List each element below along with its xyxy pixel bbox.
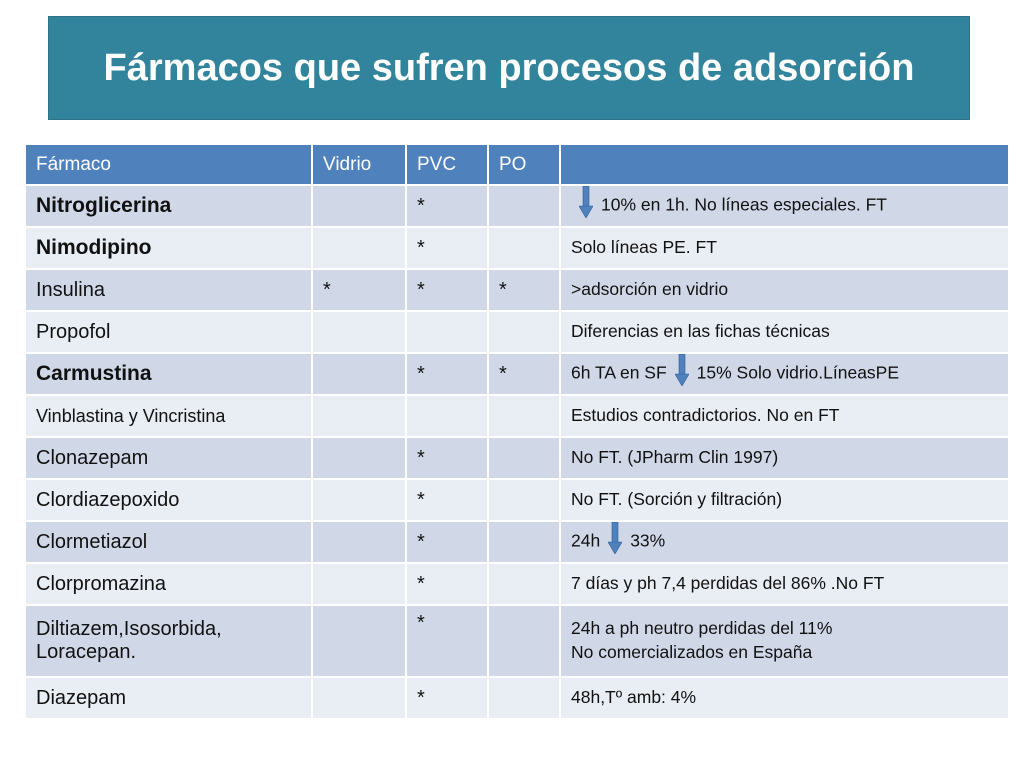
pvc-mark-cell [406, 311, 488, 353]
note-text-after-arrow: 10% en 1h. No líneas especiales. FT [601, 194, 887, 215]
note-text: Estudios contradictorios. No en FT [571, 405, 840, 426]
drug-name-cell: Clormetiazol [25, 521, 312, 563]
table-row [25, 311, 1009, 353]
drug-name-cell: Diazepam [25, 677, 312, 719]
note-text-after-arrow: 15% Solo vidrio.LíneasPE [696, 362, 900, 383]
note-cell [560, 479, 1009, 521]
slide-title: Fármacos que sufren procesos de adsorción [103, 46, 915, 89]
po-mark-cell [488, 395, 560, 437]
header-pvc: PVC [406, 144, 488, 185]
table-row [25, 677, 1009, 719]
drug-name-cell: Nimodipino [25, 227, 312, 269]
vidrio-mark-cell [312, 605, 406, 677]
arrow-down-icon [579, 192, 593, 220]
table-row [25, 479, 1009, 521]
po-mark-cell: * [488, 353, 560, 395]
vidrio-mark-cell [312, 677, 406, 719]
drug-name-cell: Vinblastina y Vincristina [25, 395, 312, 437]
vidrio-mark-cell [312, 521, 406, 563]
table-row [25, 353, 1009, 395]
po-mark-cell [488, 563, 560, 605]
drug-name-cell: Nitroglicerina [25, 185, 312, 227]
po-mark-cell [488, 521, 560, 563]
pvc-mark-cell: * [406, 605, 488, 677]
note-cell [560, 677, 1009, 719]
note-text: 24h [571, 530, 601, 551]
po-mark-cell [488, 437, 560, 479]
table-row [25, 563, 1009, 605]
arrow-down-icon [675, 360, 689, 388]
pvc-mark-cell: * [406, 563, 488, 605]
note-cell [560, 227, 1009, 269]
pvc-mark-cell: * [406, 521, 488, 563]
header-vidrio: Vidrio [312, 144, 406, 185]
pvc-mark-cell: * [406, 227, 488, 269]
note-text-after-arrow: 33% [630, 530, 666, 551]
header-notes [560, 144, 1009, 185]
pvc-mark-cell: * [406, 677, 488, 719]
po-mark-cell [488, 311, 560, 353]
note-text: Diferencias en las fichas técnicas [571, 321, 830, 342]
drug-name-cell: Diltiazem,Isosorbida, Loracepan. [25, 605, 312, 677]
vidrio-mark-cell [312, 395, 406, 437]
note-line: No comercializados en España [571, 642, 813, 662]
table-row [25, 437, 1009, 479]
drug-name-cell: Clorpromazina [25, 563, 312, 605]
table-body [25, 185, 1009, 719]
note-text: Solo líneas PE. FT [571, 237, 717, 258]
note-text: 6h TA en SF [571, 362, 667, 383]
pvc-mark-cell: * [406, 437, 488, 479]
vidrio-mark-cell [312, 437, 406, 479]
drug-name-cell: Insulina [25, 269, 312, 311]
drug-name-cell: Clordiazepoxido [25, 479, 312, 521]
note-cell [560, 563, 1009, 605]
note-cell [560, 521, 1009, 563]
note-cell [560, 269, 1009, 311]
table-row [25, 185, 1009, 227]
note-cell [560, 605, 1009, 677]
po-mark-cell [488, 227, 560, 269]
pvc-mark-cell [406, 395, 488, 437]
po-mark-cell [488, 605, 560, 677]
vidrio-mark-cell [312, 563, 406, 605]
note-text: No FT. (Sorción y filtración) [571, 489, 783, 510]
po-mark-cell: * [488, 269, 560, 311]
pvc-mark-cell: * [406, 185, 488, 227]
table-row [25, 605, 1009, 677]
table-row [25, 521, 1009, 563]
vidrio-mark-cell [312, 185, 406, 227]
arrow-down-icon [608, 528, 622, 556]
title-banner [48, 16, 970, 120]
note-text: >adsorción en vidrio [571, 279, 729, 300]
note-cell [560, 353, 1009, 395]
note-text: 7 días y ph 7,4 perdidas del 86% .No FT [571, 573, 885, 594]
vidrio-mark-cell [312, 479, 406, 521]
pvc-mark-cell: * [406, 269, 488, 311]
pvc-mark-cell: * [406, 479, 488, 521]
note-cell [560, 311, 1009, 353]
vidrio-mark-cell [312, 311, 406, 353]
note-line: 24h a ph neutro perdidas del 11% [571, 618, 833, 639]
drug-adsorption-table [24, 143, 1010, 720]
table-row [25, 269, 1009, 311]
vidrio-mark-cell [312, 227, 406, 269]
note-cell [560, 185, 1009, 227]
header-farmaco: Fármaco [25, 144, 312, 185]
table-header-row [25, 144, 1009, 185]
po-mark-cell [488, 479, 560, 521]
po-mark-cell [488, 185, 560, 227]
drug-name-cell: Clonazepam [25, 437, 312, 479]
drug-name-cell: Propofol [25, 311, 312, 353]
note-text: No FT. (JPharm Clin 1997) [571, 447, 779, 468]
table-row [25, 395, 1009, 437]
note-cell [560, 395, 1009, 437]
vidrio-mark-cell: * [312, 269, 406, 311]
table-row [25, 227, 1009, 269]
header-po: PO [488, 144, 560, 185]
pvc-mark-cell: * [406, 353, 488, 395]
note-text: 48h,Tº amb: 4% [571, 687, 697, 708]
drug-name-cell: Carmustina [25, 353, 312, 395]
note-cell [560, 437, 1009, 479]
po-mark-cell [488, 677, 560, 719]
vidrio-mark-cell [312, 353, 406, 395]
